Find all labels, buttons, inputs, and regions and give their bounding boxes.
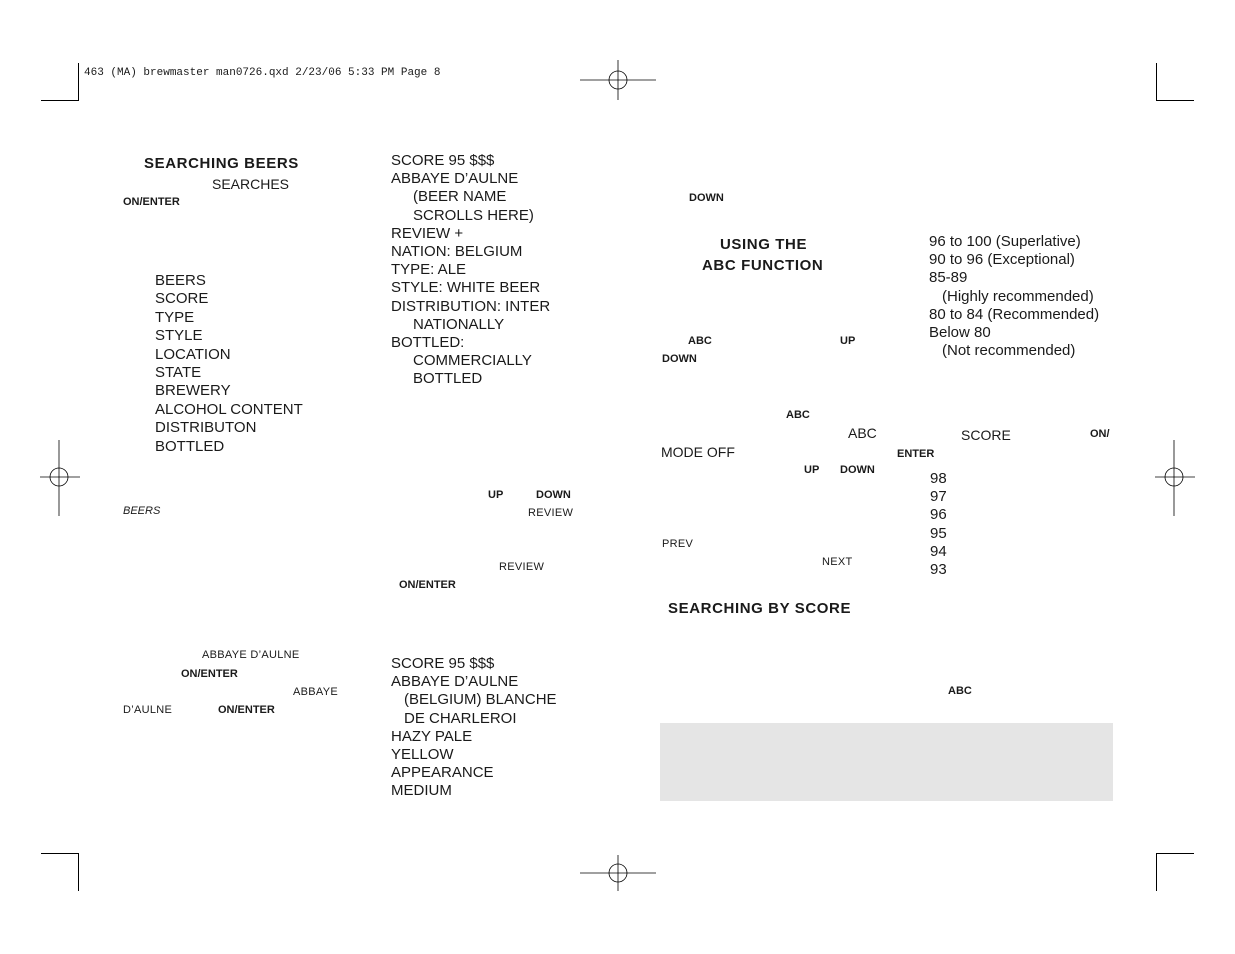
registration-mark-top — [580, 60, 656, 100]
mode-off-label: MODE OFF — [661, 444, 735, 460]
abc-label: ABC — [786, 409, 810, 421]
registration-mark-right — [1155, 440, 1195, 516]
menu-item: DISTRIBUTON — [155, 419, 257, 437]
registration-mark-bottom — [580, 855, 656, 895]
up-label: UP — [840, 335, 856, 347]
lcd-display-2: SCORE 95 $$$ ABBAYE D’AULNE (BELGIUM) BLANCHE DE CHARLEROI HAZY PALE YELLOW APPEARANCE MEDIUM — [391, 655, 557, 800]
down-label: DOWN — [689, 192, 724, 204]
on-enter-label: ON/ENTER — [218, 704, 275, 716]
menu-item: SCORE — [155, 290, 209, 308]
next-label: NEXT — [822, 556, 853, 568]
registration-mark-left — [40, 440, 80, 516]
score-list: 98 97 96 95 94 93 — [930, 470, 947, 579]
enter-label: ENTER — [897, 448, 935, 460]
on-enter-label: ON/ENTER — [399, 579, 456, 591]
review-label: REVIEW — [499, 561, 545, 573]
lcd-display-1: SCORE 95 $$$ ABBAYE D’AULNE (BEER NAME SCROLLS HERE) REVIEW + NATION: BELGIUM TYPE: ALE STYLE: WHITE BEER DISTRIBUTION: INTER NATIONALLY BOTTLED: COMMERCIALLY BOTTLED — [391, 152, 551, 388]
menu-item: STATE — [155, 363, 202, 381]
abc-label: ABC — [948, 685, 972, 697]
heading-searching-by-score: SEARCHING BY SCORE — [668, 600, 852, 617]
aulne-label: D’AULNE — [123, 704, 173, 716]
score-word: SCORE — [961, 427, 1011, 443]
menu-item: BEERS — [155, 272, 206, 289]
menu-item: BOTTLED — [155, 437, 225, 455]
menu-item: BREWERY — [155, 382, 231, 400]
heading-using-the: USING THE — [720, 236, 808, 253]
menu-item: STYLE — [155, 327, 203, 345]
down-label: DOWN — [662, 353, 697, 365]
prev-label: PREV — [662, 538, 694, 550]
heading-searching-beers: SEARCHING BEERS — [144, 155, 299, 172]
on-label: ON/ — [1090, 428, 1110, 440]
review-label: REVIEW — [528, 507, 574, 519]
up-label: UP — [804, 464, 820, 476]
search-menu-list — [155, 272, 303, 456]
abc-label: ABC — [688, 335, 712, 347]
heading-abc-function: ABC FUNCTION — [702, 257, 824, 274]
menu-item: LOCATION — [155, 345, 231, 363]
up-label: UP — [488, 489, 504, 501]
down-label: DOWN — [840, 464, 875, 476]
searches-word: SEARCHES — [212, 176, 290, 192]
abbaye-label: ABBAYE — [293, 686, 339, 698]
abc-mode-label: ABC — [848, 425, 877, 441]
menu-item: TYPE — [155, 308, 195, 326]
abbaye-label: ABBAYE D’AULNE — [202, 649, 300, 661]
rating-scale: 96 to 100 (Superlative) 90 to 96 (Exceptional) 85-89 (Highly recommended) 80 to 84 (Recommended) Below 80 (Not recommended) — [929, 233, 1100, 360]
file-header: 463 (MA) brewmaster man0726.qxd 2/23/06 5:33 PM Page 8 — [84, 67, 441, 79]
on-enter-label: ON/ENTER — [181, 668, 238, 680]
down-label: DOWN — [536, 489, 571, 501]
beers-italic: BEERS — [123, 505, 161, 517]
shaded-note-box — [660, 723, 1113, 801]
menu-item: ALCOHOL CONTENT — [155, 400, 303, 418]
on-enter-label: ON/ENTER — [123, 196, 180, 208]
